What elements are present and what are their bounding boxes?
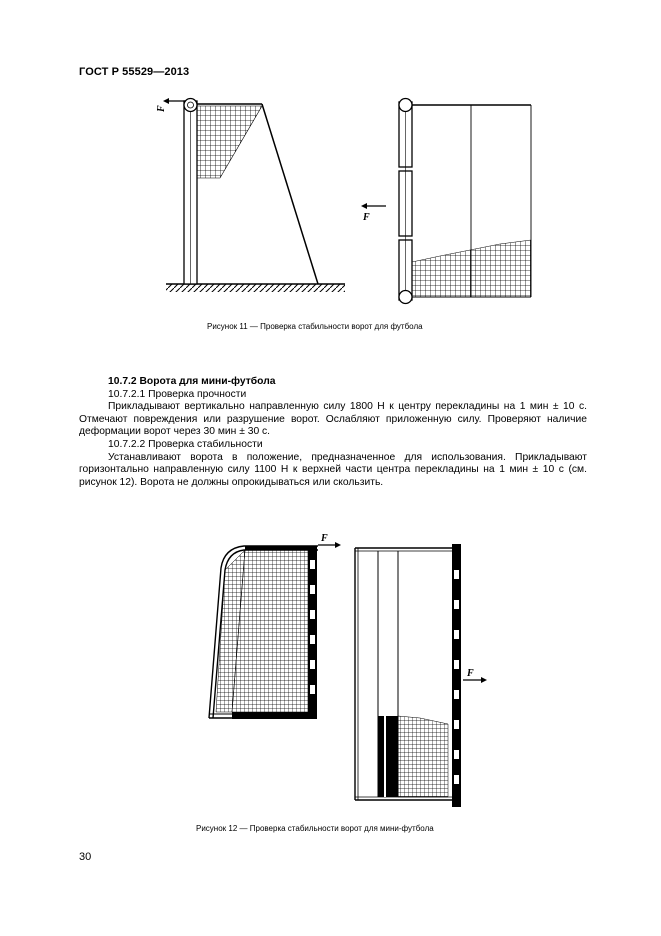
subsection-2-text: Устанавливают ворота в положение, предназначенное для использования. Прикладывают горизонтально направленную силу 1100 Н к верхней части центра перекладины на 1 мин ± 10 с (см. рисунок 12). Ворота не должны опрокидываться или скользить. xyxy=(79,451,587,488)
page-number: 30 xyxy=(79,851,92,863)
fig11-front-view xyxy=(361,99,531,304)
fig11-side-view xyxy=(156,98,345,292)
fig11-force-label-left: F xyxy=(156,105,167,112)
figure-11-caption: Рисунок 11 — Проверка стабильности ворот для футбола xyxy=(207,322,423,331)
document-header: ГОСТ Р 55529—2013 xyxy=(79,66,190,78)
fig11-force-label-right: F xyxy=(363,212,370,223)
figure-12-caption: Рисунок 12 — Проверка стабильности ворот для мини-футбола xyxy=(196,824,434,833)
subsection-2-title: 10.7.2.2 Проверка стабильности xyxy=(108,438,263,450)
fig12-goal-view xyxy=(209,533,341,719)
subsection-1-title: 10.7.2.1 Проверка прочности xyxy=(108,388,247,400)
fig12-force-label-left: F xyxy=(321,533,328,544)
section-10-7-2 xyxy=(79,376,587,489)
fig12-force-label-right: F xyxy=(467,668,474,679)
section-title: 10.7.2 Ворота для мини-футбола xyxy=(108,376,276,387)
subsection-1-text: Прикладывают вертикально направленную силу 1800 Н к центру перекладины на 1 мин ± 10 с. Отмечают повреждения или разрушение ворот. Ослабляют приложенную силу. Проверяют наличие деформации ворот через 30 мин ± 30 с. xyxy=(79,401,587,438)
fig12-side-view xyxy=(355,544,487,807)
